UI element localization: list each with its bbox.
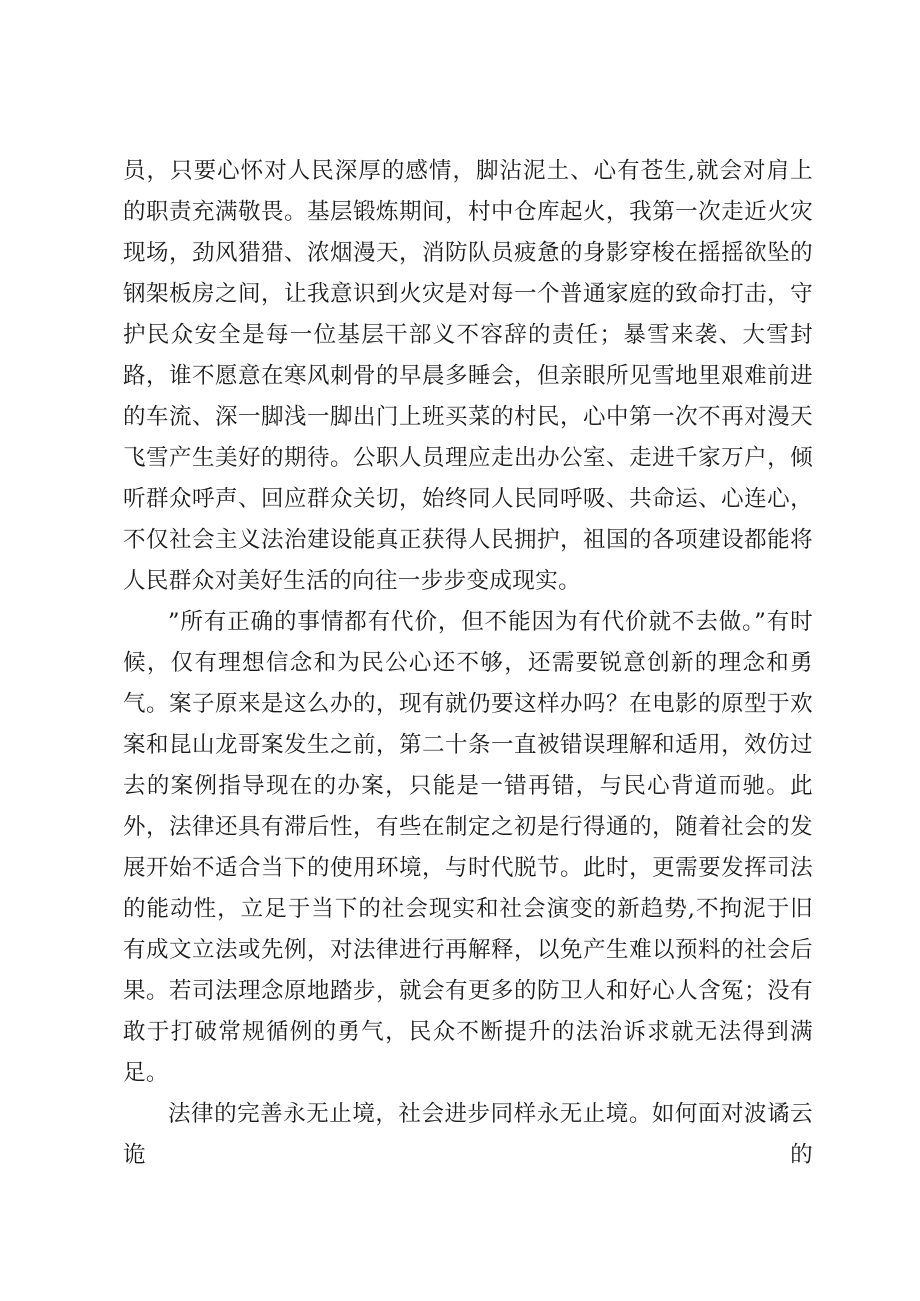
paragraph-3: 法律的完善永无止境，社会进步同样永无止境。如何面对波谲云诡的 (123, 1101, 813, 1168)
paragraph-2: ”所有正确的事情都有代价，但不能因为有代价就不去做。”有时候，仅有理想信念和为民公心还不够，还需要锐意创新的理念和勇气。案子原来是这么办的，现有就仍要这样办吗？在电影的原型于欢案和昆山龙哥案发生之前，第二十条一直被错误理解和适用，效仿过去的案例指导现在的办案，只能是一错再错，与民心背道而驰。此外，法律还具有滞后性，有些在制定之初是行得通的，随着社会的发展开始不适合当下的使用环境，与时代脱节。此时，更需要发挥司法的能动性，立足于当下的社会现实和社会演变的新趋势,不拘泥于旧有成文立法或先例，对法律进行再解释，以免产生难以预料的社会后果。若司法理念原地踏步，就会有更多的防卫人和好心人含冤；没有敢于打破常规循例的勇气，民众不断提升的法治诉求就无法得到满足。 (123, 609, 813, 1086)
paragraph-1: 员，只要心怀对人民深厚的感情，脚沾泥土、心有苍生,就会对肩上的职责充满敬畏。基层锻炼期间，村中仓库起火，我第一次走近火灾现场，劲风猎猎、浓烟漫天，消防队员疲惫的身影穿梭在摇摇欲坠的钢架板房之间，让我意识到火灾是对每一个普通家庭的致命打击，守护民众安全是每一位基层干部义不容辞的责任；暴雪来袭、大雪封路，谁不愿意在寒风刺骨的早晨多睡会，但亲眼所见雪地里艰难前进的车流、深一脚浅一脚出门上班买菜的村民，心中第一次不再对漫天飞雪产生美好的期待。公职人员理应走出办公室、走进千家万户，倾听群众呼声、回应群众关切，始终同人民同呼吸、共命运、心连心，不仅社会主义法治建设能真正获得人民拥护，祖国的各项建设都能将人民群众对美好生活的向往一步步变成现实。 (123, 158, 813, 594)
document-body (123, 151, 813, 1176)
